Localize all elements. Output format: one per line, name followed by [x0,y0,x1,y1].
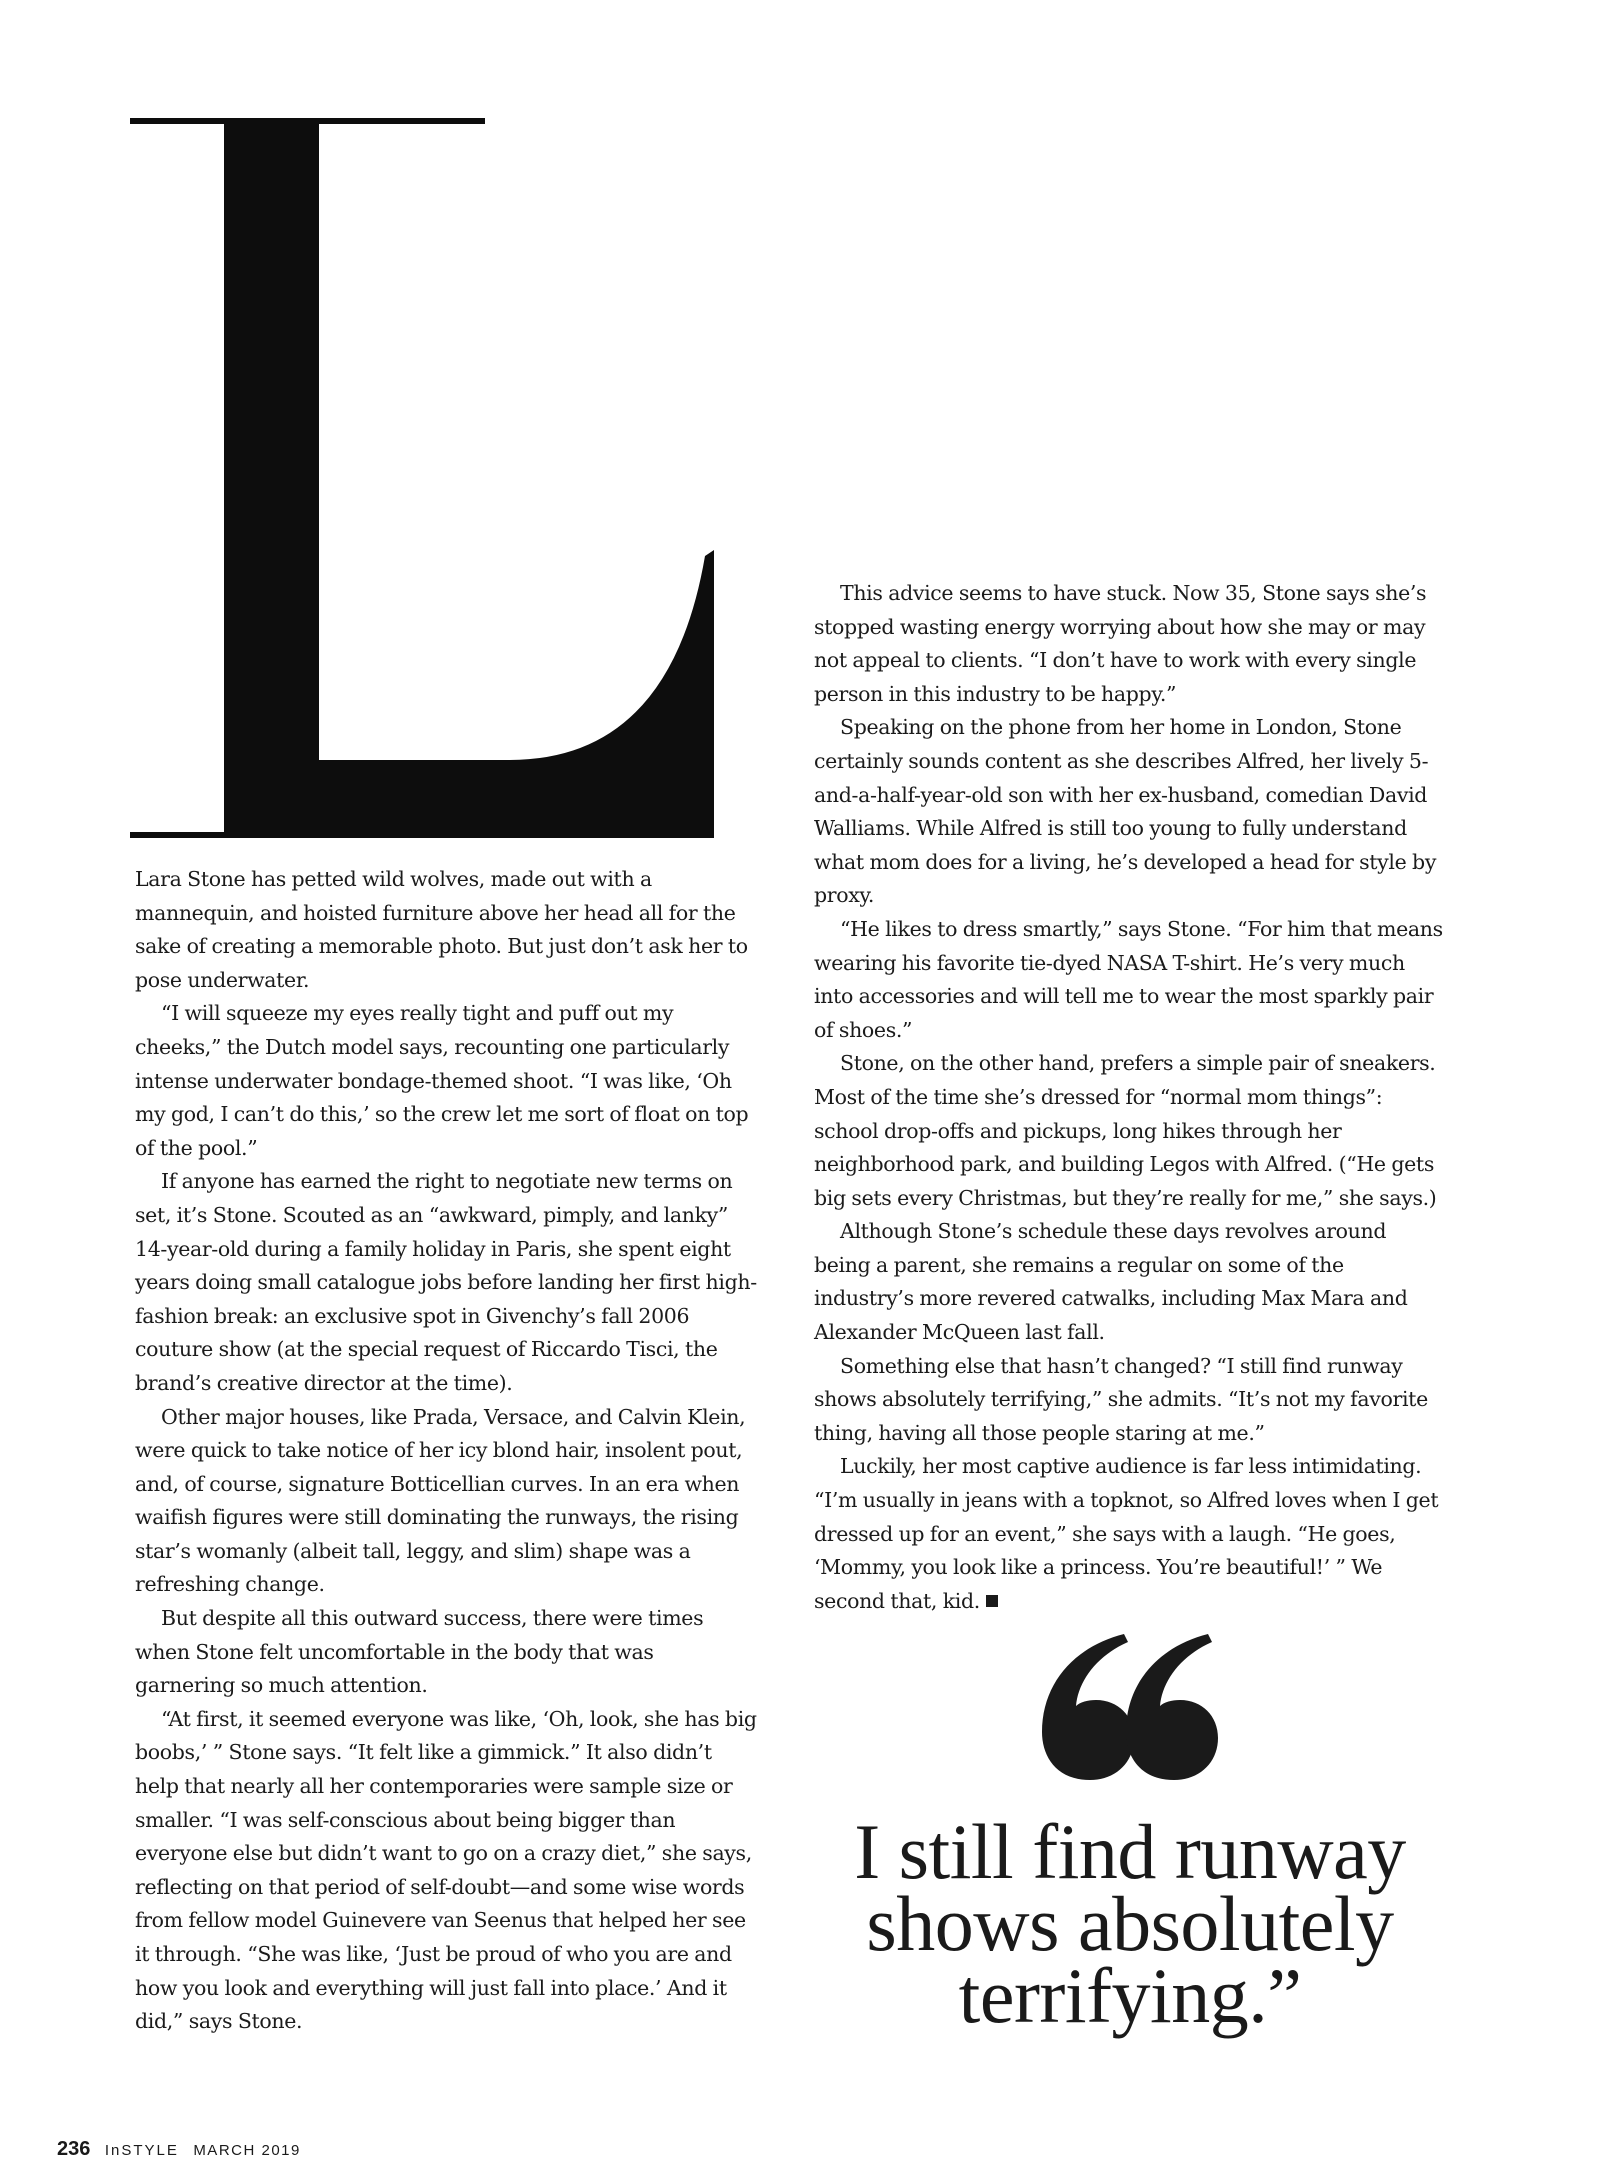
paragraph: Something else that hasn’t changed? “I still find runway shows absolutely terrifying,” she admits. “It’s not my favorite thing, having all those people staring at me.” [814,1353,1428,1445]
quote-mark-icon [1038,1632,1218,1782]
drop-cap-letter [130,118,714,838]
pull-quote-line: terrifying.” [958,1952,1302,2039]
drop-cap-stem [224,118,319,834]
paragraph: Lara Stone has petted wild wolves, made out with a mannequin, and hoisted furniture above her head all for the sake of creating a memorable photo. But just don’t ask her to pose underwater. [135,867,748,992]
page-number: 236 [57,2138,91,2160]
paragraph: “I will squeeze my eyes really tight and puff out my cheeks,” the Dutch model says, recounting one particularly intense underwater bondage-themed shoot. “I was like, ‘Oh my god, I can’t do this,’ so the crew let me sort of float on top of the pool.” [135,1001,749,1160]
issue-date: MARCH 2019 [193,2142,301,2159]
article-left-column [135,863,759,2039]
drop-cap-foot [316,550,714,834]
article-right-column [814,577,1446,1618]
pull-quote-line: I still find runway [854,1808,1406,1895]
paragraph: Speaking on the phone from her home in London, Stone certainly sounds content as she describes Alfred, her lively 5-and-a-half-year-old son with her ex-husband, comedian David Walliams. While Alfred is still too young to fully understand what mom does for a living, he’s developed a head for style by proxy. [814,715,1437,908]
paragraph: “He likes to dress smartly,” says Stone. “For him that means wearing his favorite tie-dyed NASA T-shirt. He’s very much into accessories and will tell me to wear the most sparkly pair of shoes.” [814,916,1443,1042]
paragraph: “At first, it seemed everyone was like, ‘Oh, look, she has big boobs,’ ” Stone says. “It felt like a gimmick.” It also didn’t help that nearly all her contemporaries were sample size or smaller. “I was self-conscious about being bigger than everyone else but didn’t want to go on a crazy diet,” she says, reflecting on that period of self-doubt—and some wise words from fellow model Guinevere van Seenus that helped her see it through. “She was like, ‘Just be proud of who you are and how you look and everything will just fall into place.’ And it did,” says Stone. [135,1706,757,2034]
end-mark-icon [986,1595,998,1607]
magazine-name: InSTYLE [104,2142,179,2159]
paragraph-text: Luckily, her most captive audience is far less intimidating. “I’m usually in jeans with a topknot, so Alfred loves when I get dressed up for an event,” she says with a laugh. “He goes, ‘Mommy, you look like a princess. You’re beautiful!’ ” We second that, kid. [814,1454,1439,1613]
paragraph: Other major houses, like Prada, Versace, and Calvin Klein, were quick to take notice of her icy blond hair, insolent pout, and, of course, signature Botticellian curves. In an era when waifish figures were still dominating the runways, the rising star’s womanly (albeit tall, leggy, and slim) shape was a refreshing change. [135,1404,746,1597]
paragraph: Although Stone’s schedule these days revolves around being a parent, she remains a regular on some of the industry’s more revered catwalks, including Max Mara and Alexander McQueen last fall. [814,1219,1408,1345]
page-footer [57,2138,301,2161]
paragraph: But despite all this outward success, there were times when Stone felt uncomfortable in the body that was garnering so much attention. [135,1606,704,1698]
paragraph: This advice seems to have stuck. Now 35, Stone says she’s stopped wasting energy worrying about how she may or may not appeal to clients. “I don’t have to work with every single person in this industry to be happy.” [814,581,1427,706]
final-paragraph [814,1450,1446,1618]
paragraph: If anyone has earned the right to negotiate new terms on set, it’s Stone. Scouted as an “awkward, pimply, and lanky” 14-year-old during a family holiday in Paris, she spent eight years doing small catalogue jobs before landing her first high-fashion break: an exclusive spot in Givenchy’s fall 2006 couture show (at the special request of Riccardo Tisci, the brand’s creative director at the time). [135,1169,757,1395]
pull-quote [790,1808,1470,2039]
paragraph: Stone, on the other hand, prefers a simple pair of sneakers. Most of the time she’s dressed for “normal mom things”: school drop-offs and pickups, long hikes through her neighborhood park, and building Legos with Alfred. (“He gets big sets every Christmas, but they’re really for me,” she says.) [814,1051,1437,1210]
pull-quote-line: shows absolutely [866,1880,1394,1967]
